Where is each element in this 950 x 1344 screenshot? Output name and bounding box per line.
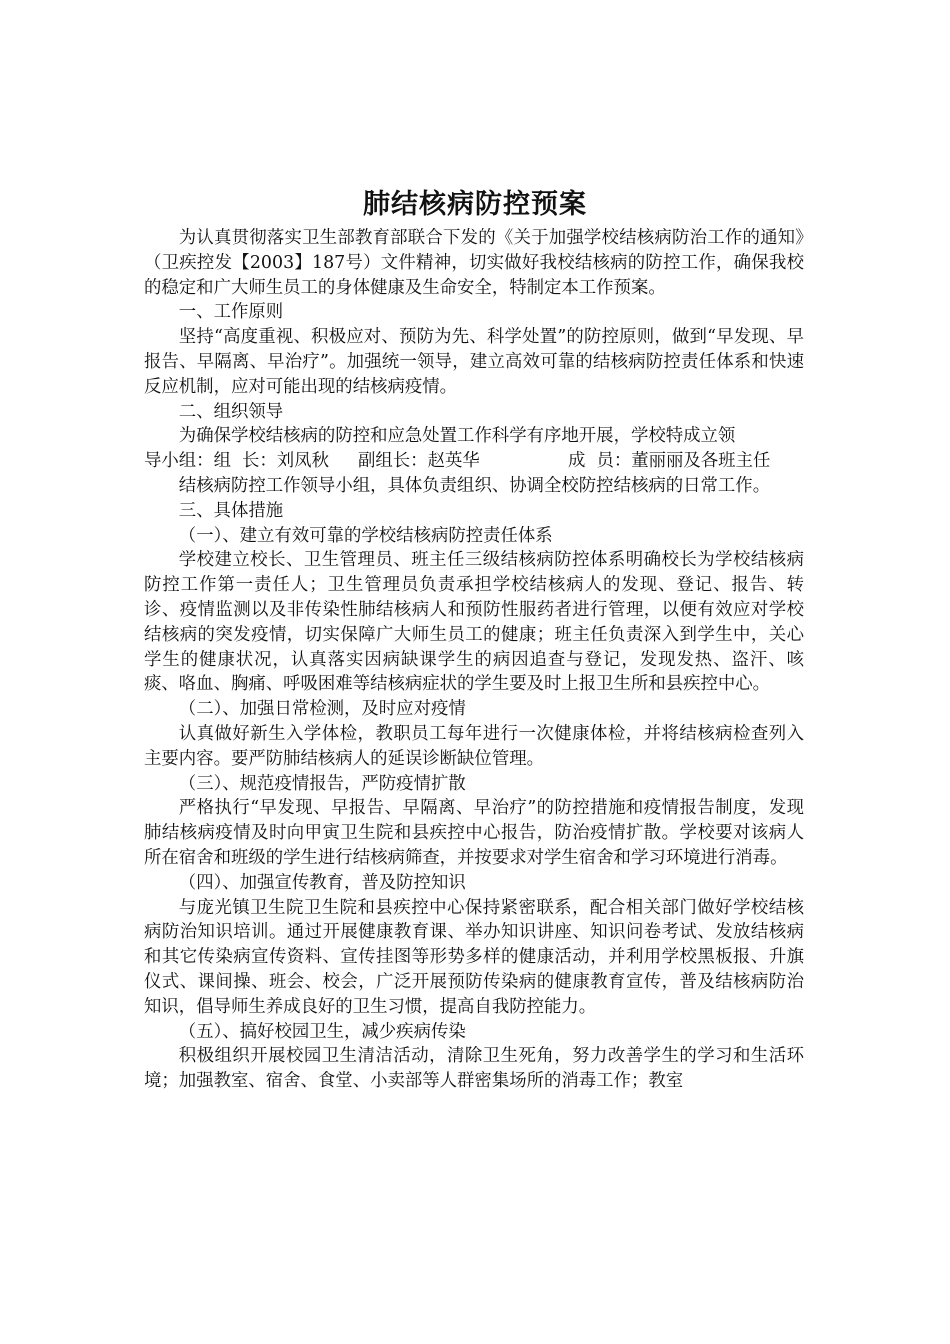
team-members: 成 员：董丽丽及各班主任 (568, 451, 771, 472)
measure-paragraph-4: 与庞光镇卫生院卫生院和县疾控中心保持紧密联系，配合相关部门做好学校结核病防治知识培训。通过开展健康教育课、举办知识讲座、知识问卷考试、发放结核病和其它传染病宣传资料、宣传挂图等形势多样的健康活动，并利用学校黑板报、升旗仪式、课间操、班会、校会，广泛开展预防传染病的健康教育宣传，普及结核病防治知识，倡导师生养成良好的卫生习惯，提高自我防控能力。 (144, 897, 804, 1017)
team-leader: 导小组：组 长：刘凤秋 (144, 451, 329, 472)
measure-paragraph-3: 严格执行“早发现、早报告、早隔离、早治疗”的防控措施和疫情报告制度，发现肺结核病疫情及时向甲寅卫生院和县疾控中心报告，防治疫情扩散。学校要对该病人所在宿舍和班级的学生进行结核病筛查，并按要求对学生宿舍和学习环境进行消毒。 (144, 798, 804, 868)
measure-paragraph-1: 学校建立校长、卫生管理员、班主任三级结核病防控体系明确校长为学校结核病防控工作第一责任人；卫生管理员负责承担学校结核病人的发现、登记、报告、转诊、疫情监测以及非传染性肺结核病人和预防性服药者进行管理，以便有效应对学校结核病的突发疫情，切实保障广大师生员工的健康；班主任负责深入到学生中，关心学生的健康状况，认真落实因病缺课学生的病因追查与登记，发现发热、盗汗、咳痰、咯血、胸痛、呼吸困难等结核病症状的学生要及时上报卫生所和县疾控中心。 (144, 550, 804, 695)
intro-paragraph: 为认真贯彻落实卫生部教育部联合下发的《关于加强学校结核病防治工作的通知》（卫疾控发【2003】187号）文件精神，切实做好我校结核病的防控工作，确保我校的稳定和广大师生员工的身体健康及生命安全，特制定本工作预案。 (144, 228, 804, 298)
organization-paragraph-2: 结核病防控工作领导小组，具体负责组织、协调全校防控结核病的日常工作。 (178, 475, 771, 496)
document-body (144, 226, 804, 1094)
measure-heading-5: （五）、搞好校园卫生，减少疾病传染 (178, 1021, 466, 1042)
section-heading-principles: 一、工作原则 (178, 302, 284, 323)
leadership-team-row (144, 449, 804, 474)
measure-heading-2: （二）、加强日常检测，及时应对疫情 (178, 699, 466, 720)
measure-heading-3: （三）、规范疫情报告，严防疫情扩散 (178, 773, 466, 794)
measure-paragraph-5: 积极组织开展校园卫生清洁活动，清除卫生死角，努力改善学生的学习和生活环境；加强教室、宿舍、食堂、小卖部等人群密集场所的消毒工作；教室 (144, 1046, 804, 1092)
principles-paragraph: 坚持“高度重视、积极应对、预防为先、科学处置”的防控原则，做到“早发现、早报告、早隔离、早治疗”。加强统一领导，建立高效可靠的结核病防控责任体系和快速反应机制，应对可能出现的结核病疫情。 (144, 327, 804, 397)
document-title: 肺结核病防控预案 (363, 189, 587, 220)
organization-paragraph-line1: 为确保学校结核病的防控和应急处置工作科学有序地开展，学校特成立领 (178, 426, 736, 447)
section-heading-organization: 二、组织领导 (178, 401, 284, 422)
section-heading-measures: 三、具体措施 (178, 500, 284, 521)
measure-heading-1: （一）、建立有效可靠的学校结核病防控责任体系 (178, 525, 553, 546)
team-deputy: 副组长：赵英华 (358, 451, 480, 472)
measure-heading-4: （四）、加强宣传教育，普及防控知识 (178, 872, 466, 893)
measure-paragraph-2: 认真做好新生入学体检，教职员工每年进行一次健康体检，并将结核病检查列入主要内容。要严防肺结核病人的延误诊断缺位管理。 (144, 723, 804, 769)
